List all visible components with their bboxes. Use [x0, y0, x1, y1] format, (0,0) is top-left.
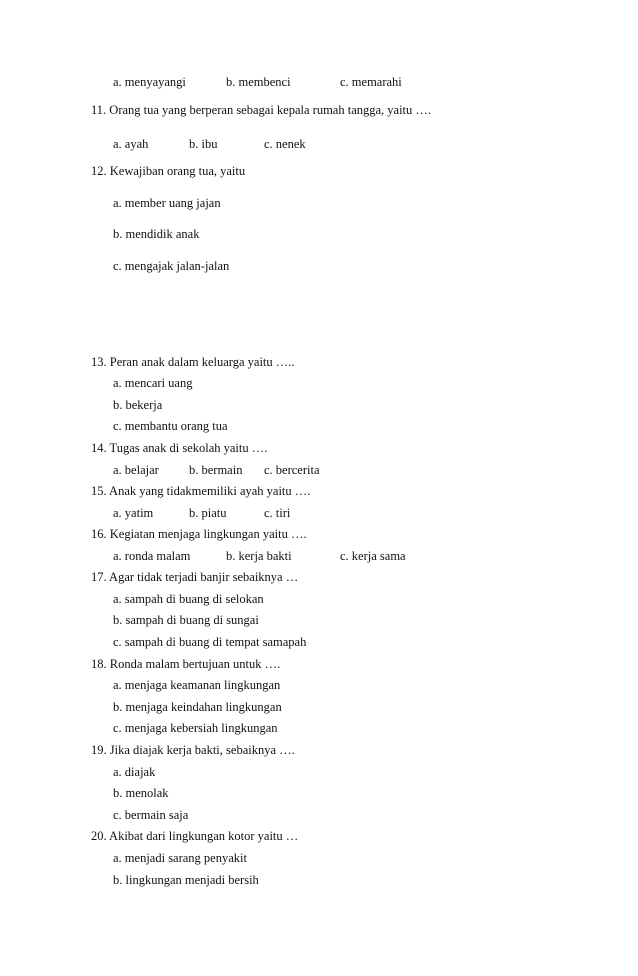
q16-question: 16. Kegiatan menjaga lingkungan yaitu …. — [91, 527, 307, 541]
q11-question: 11. Orang tua yang berperan sebagai kepala rumah tangga, yaitu …. — [91, 103, 432, 117]
q14-option-c: c. bercerita — [264, 463, 320, 477]
q11-option-a: a. ayah — [113, 137, 149, 151]
q14-question: 14. Tugas anak di sekolah yaitu …. — [91, 441, 268, 455]
q15-option-c: c. tiri — [264, 506, 291, 520]
q16-option-b: b. kerja bakti — [226, 549, 292, 563]
q13-option-c: c. membantu orang tua — [113, 419, 228, 433]
q18-option-b: b. menjaga keindahan lingkungan — [113, 700, 282, 714]
q12-option-c: c. mengajak jalan-jalan — [113, 259, 230, 273]
q19-question: 19. Jika diajak kerja bakti, sebaiknya …. — [91, 743, 295, 757]
q11-option-c: c. nenek — [264, 137, 306, 151]
q18-option-c: c. menjaga kebersiah lingkungan — [113, 721, 278, 735]
q12-option-b: b. mendidik anak — [113, 227, 200, 241]
q10-option-c: c. memarahi — [340, 75, 402, 89]
q13-option-b: b. bekerja — [113, 398, 163, 412]
q17-option-a: a. sampah di buang di selokan — [113, 592, 264, 606]
q12-option-a: a. member uang jajan — [113, 196, 221, 210]
q19-option-b: b. menolak — [113, 786, 169, 800]
q13-question: 13. Peran anak dalam keluarga yaitu ….. — [91, 355, 295, 369]
q18-question: 18. Ronda malam bertujuan untuk …. — [91, 657, 281, 671]
q10-option-b: b. membenci — [226, 75, 291, 89]
q10-option-a: a. menyayangi — [113, 75, 186, 89]
q17-question: 17. Agar tidak terjadi banjir sebaiknya … — [91, 570, 299, 584]
q19-option-a: a. diajak — [113, 765, 156, 779]
q19-option-c: c. bermain saja — [113, 808, 189, 822]
q13-option-a: a. mencari uang — [113, 376, 193, 390]
q14-option-a: a. belajar — [113, 463, 159, 477]
q20-option-b: b. lingkungan menjadi bersih — [113, 873, 259, 887]
q15-option-b: b. piatu — [189, 506, 227, 520]
q12-question: 12. Kewajiban orang tua, yaitu — [91, 164, 246, 178]
q16-option-c: c. kerja sama — [340, 549, 406, 563]
q15-question: 15. Anak yang tidakmemiliki ayah yaitu …. — [91, 484, 311, 498]
q20-question: 20. Akibat dari lingkungan kotor yaitu … — [91, 829, 299, 843]
q17-option-c: c. sampah di buang di tempat samapah — [113, 635, 307, 649]
q18-option-a: a. menjaga keamanan lingkungan — [113, 678, 281, 692]
q20-option-a: a. menjadi sarang penyakit — [113, 851, 247, 865]
q15-option-a: a. yatim — [113, 506, 154, 520]
q11-option-b: b. ibu — [189, 137, 218, 151]
q14-option-b: b. bermain — [189, 463, 243, 477]
q16-option-a: a. ronda malam — [113, 549, 191, 563]
q17-option-b: b. sampah di buang di sungai — [113, 613, 259, 627]
